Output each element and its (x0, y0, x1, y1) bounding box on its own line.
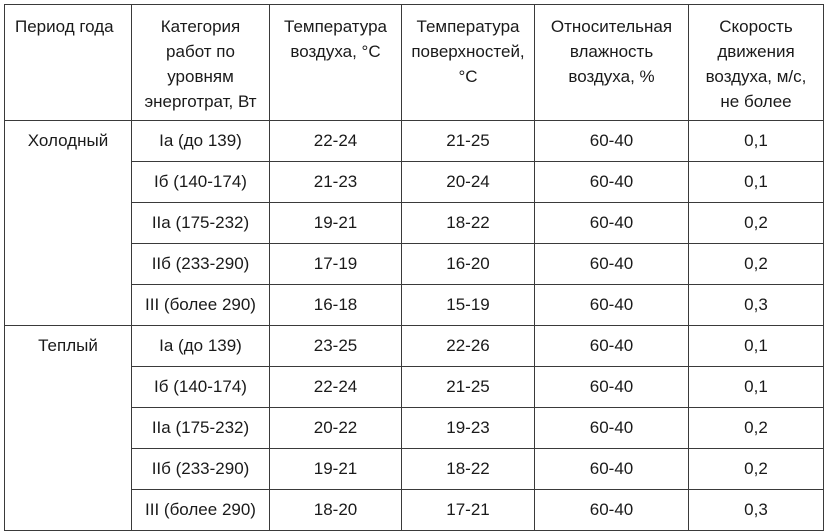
header-line: Категория (160, 17, 241, 36)
header-category (132, 5, 270, 121)
table-row (5, 121, 824, 162)
surface-temp-cell: 21-25 (402, 367, 535, 408)
humidity-cell: 60-40 (535, 449, 689, 490)
header-line: Температура (284, 17, 387, 36)
surface-temp-cell: 17-21 (402, 490, 535, 531)
humidity-cell: 60-40 (535, 408, 689, 449)
humidity-cell: 60-40 (535, 244, 689, 285)
air-temp-cell: 16-18 (270, 285, 402, 326)
header-line: энерготрат, Вт (144, 92, 257, 111)
header-line: поверхностей, (411, 42, 525, 61)
header-period-text: Период года (15, 17, 114, 36)
header-line: °С (458, 67, 478, 86)
category-cell: III (более 290) (132, 285, 270, 326)
air-temp-cell: 19-21 (270, 449, 402, 490)
air-speed-cell: 0,3 (689, 490, 824, 531)
header-line: Относительная (550, 17, 673, 36)
air-speed-cell: 0,1 (689, 326, 824, 367)
header-line: не более (720, 92, 792, 111)
header-line: Температура (416, 17, 520, 36)
surface-temp-cell: 18-22 (402, 203, 535, 244)
air-temp-cell: 20-22 (270, 408, 402, 449)
air-speed-cell: 0,1 (689, 162, 824, 203)
period-cell-warm: Теплый (5, 326, 132, 531)
air-temp-cell: 19-21 (270, 203, 402, 244)
air-speed-cell: 0,2 (689, 449, 824, 490)
header-line: работ по (166, 42, 235, 61)
table-row (5, 326, 824, 367)
category-cell: Iа (до 139) (132, 326, 270, 367)
table-header-row (5, 5, 824, 121)
header-line: влажность (569, 42, 654, 61)
header-line: воздуха, °С (290, 42, 381, 61)
microclimate-norms-table (4, 4, 824, 531)
air-temp-cell: 17-19 (270, 244, 402, 285)
header-line: движения (717, 42, 795, 61)
header-line: уровням (167, 67, 234, 86)
humidity-cell: 60-40 (535, 285, 689, 326)
category-cell: Iа (до 139) (132, 121, 270, 162)
surface-temp-cell: 21-25 (402, 121, 535, 162)
air-temp-cell: 23-25 (270, 326, 402, 367)
surface-temp-cell: 18-22 (402, 449, 535, 490)
header-line: Скорость (719, 17, 793, 36)
category-cell: III (более 290) (132, 490, 270, 531)
category-cell: IIа (175-232) (132, 203, 270, 244)
humidity-cell: 60-40 (535, 203, 689, 244)
air-speed-cell: 0,2 (689, 408, 824, 449)
category-cell: Iб (140-174) (132, 162, 270, 203)
header-line: воздуха, % (568, 67, 655, 86)
air-temp-cell: 21-23 (270, 162, 402, 203)
surface-temp-cell: 22-26 (402, 326, 535, 367)
air-speed-cell: 0,2 (689, 244, 824, 285)
header-air-speed (689, 5, 824, 121)
air-temp-cell: 18-20 (270, 490, 402, 531)
air-temp-cell: 22-24 (270, 367, 402, 408)
period-cell-cold: Холодный (5, 121, 132, 326)
air-speed-cell: 0,1 (689, 367, 824, 408)
humidity-cell: 60-40 (535, 121, 689, 162)
header-line: воздуха, м/с, (705, 67, 807, 86)
air-temp-cell: 22-24 (270, 121, 402, 162)
humidity-cell: 60-40 (535, 490, 689, 531)
humidity-cell: 60-40 (535, 367, 689, 408)
surface-temp-cell: 15-19 (402, 285, 535, 326)
surface-temp-cell: 20-24 (402, 162, 535, 203)
air-speed-cell: 0,2 (689, 203, 824, 244)
header-surface-temperature (402, 5, 535, 121)
surface-temp-cell: 16-20 (402, 244, 535, 285)
air-speed-cell: 0,1 (689, 121, 824, 162)
category-cell: IIб (233-290) (132, 449, 270, 490)
humidity-cell: 60-40 (535, 326, 689, 367)
surface-temp-cell: 19-23 (402, 408, 535, 449)
humidity-cell: 60-40 (535, 162, 689, 203)
category-cell: IIа (175-232) (132, 408, 270, 449)
header-period (5, 5, 132, 121)
category-cell: Iб (140-174) (132, 367, 270, 408)
category-cell: IIб (233-290) (132, 244, 270, 285)
air-speed-cell: 0,3 (689, 285, 824, 326)
header-air-temperature (270, 5, 402, 121)
header-humidity (535, 5, 689, 121)
